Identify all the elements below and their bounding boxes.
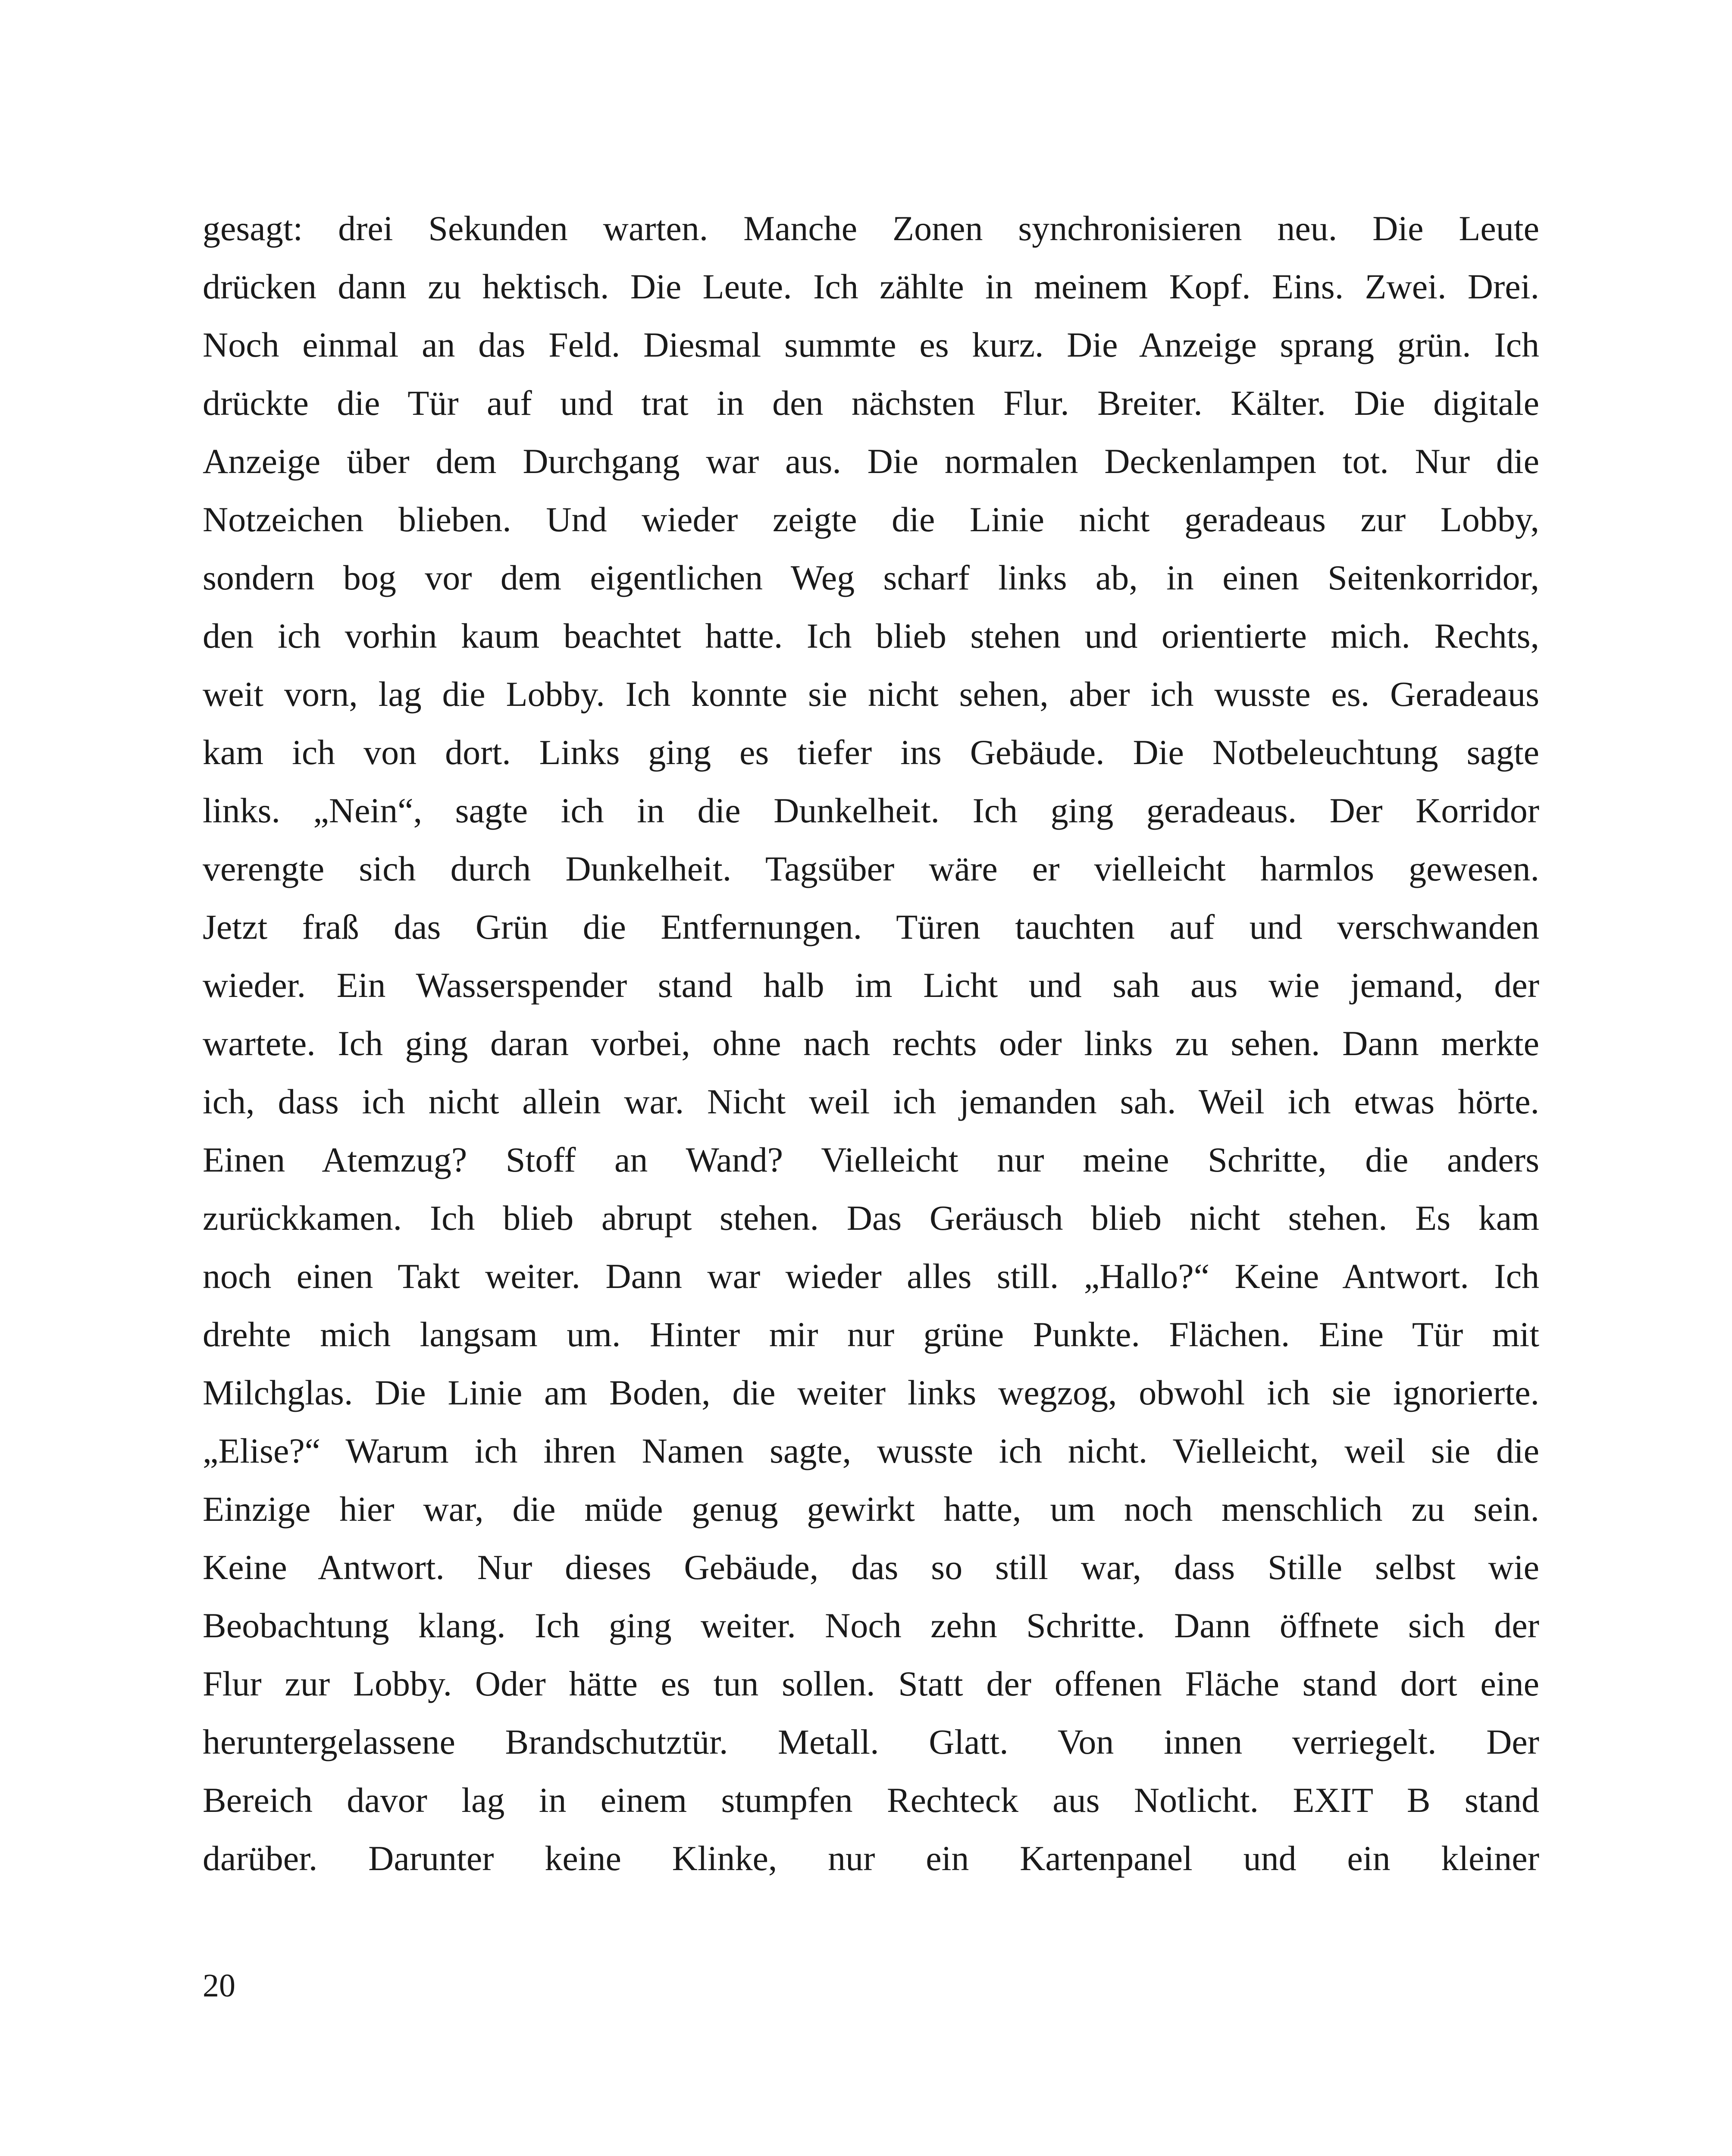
text-line: wieder. Ein Wasserspender stand halb im Licht und sah aus wie jemand, der xyxy=(203,965,1539,1005)
text-line: verengte sich durch Dunkelheit. Tagsüber wäre er vielleicht harmlos gewesen. xyxy=(203,849,1539,888)
text-line: den ich vorhin kaum beachtet hatte. Ich blieb stehen und orientierte mich. Rechts, xyxy=(203,616,1539,655)
text-line: gesagt: drei Sekunden warten. Manche Zonen synchronisieren neu. Die Leute xyxy=(203,209,1539,248)
text-line: Beobachtung klang. Ich ging weiter. Noch zehn Schritte. Dann öffnete sich der xyxy=(203,1606,1539,1645)
text-line: Jetzt fraß das Grün die Entfernungen. Türen tauchten auf und verschwanden xyxy=(203,907,1539,946)
text-line: Bereich davor lag in einem stumpfen Rechteck aus Notlicht. EXIT B stand xyxy=(203,1780,1539,1820)
text-line: Keine Antwort. Nur dieses Gebäude, das so still war, dass Stille selbst wie xyxy=(203,1548,1539,1587)
text-line: sondern bog vor dem eigentlichen Weg scharf links ab, in einen Seitenkorridor, xyxy=(203,558,1539,597)
body-text xyxy=(203,199,1539,1887)
text-line: darüber. Darunter keine Klinke, nur ein Kartenpanel und ein kleiner xyxy=(203,1839,1539,1878)
text-line: weit vorn, lag die Lobby. Ich konnte sie nicht sehen, aber ich wusste es. Geradeaus xyxy=(203,674,1539,714)
text-line: „Elise?“ Warum ich ihren Namen sagte, wusste ich nicht. Vielleicht, weil sie die xyxy=(203,1431,1539,1470)
text-line: heruntergelassene Brandschutztür. Metall. Glatt. Von innen verriegelt. Der xyxy=(203,1722,1539,1761)
text-line: zurückkamen. Ich blieb abrupt stehen. Das Geräusch blieb nicht stehen. Es kam xyxy=(203,1198,1539,1238)
text-line: drücken dann zu hektisch. Die Leute. Ich zählte in meinem Kopf. Eins. Zwei. Drei. xyxy=(203,267,1539,306)
text-line: Anzeige über dem Durchgang war aus. Die normalen Deckenlampen tot. Nur die xyxy=(203,442,1539,481)
text-line: Notzeichen blieben. Und wieder zeigte die Linie nicht geradeaus zur Lobby, xyxy=(203,500,1539,539)
text-line: drückte die Tür auf und trat in den nächsten Flur. Breiter. Kälter. Die digitale xyxy=(203,383,1539,423)
page-number: 20 xyxy=(203,1968,235,2004)
text-line: Milchglas. Die Linie am Boden, die weiter links wegzog, obwohl ich sie ignorierte. xyxy=(203,1373,1539,1412)
text-line: Einen Atemzug? Stoff an Wand? Vielleicht nur meine Schritte, die anders xyxy=(203,1140,1539,1179)
text-line: noch einen Takt weiter. Dann war wieder alles still. „Hallo?“ Keine Antwort. Ich xyxy=(203,1257,1539,1296)
text-line: kam ich von dort. Links ging es tiefer ins Gebäude. Die Notbeleuchtung sagte xyxy=(203,733,1539,772)
text-line: Noch einmal an das Feld. Diesmal summte es kurz. Die Anzeige sprang grün. Ich xyxy=(203,325,1539,364)
text-line: ich, dass ich nicht allein war. Nicht weil ich jemanden sah. Weil ich etwas hörte. xyxy=(203,1082,1539,1121)
text-line: Flur zur Lobby. Oder hätte es tun sollen. Statt der offenen Fläche stand dort eine xyxy=(203,1664,1539,1703)
text-line: wartete. Ich ging daran vorbei, ohne nach rechts oder links zu sehen. Dann merkte xyxy=(203,1024,1539,1063)
text-line: drehte mich langsam um. Hinter mir nur grüne Punkte. Flächen. Eine Tür mit xyxy=(203,1315,1539,1354)
text-line: links. „Nein“, sagte ich in die Dunkelheit. Ich ging geradeaus. Der Korridor xyxy=(203,791,1539,830)
text-line: Einzige hier war, die müde genug gewirkt hatte, um noch menschlich zu sein. xyxy=(203,1489,1539,1529)
